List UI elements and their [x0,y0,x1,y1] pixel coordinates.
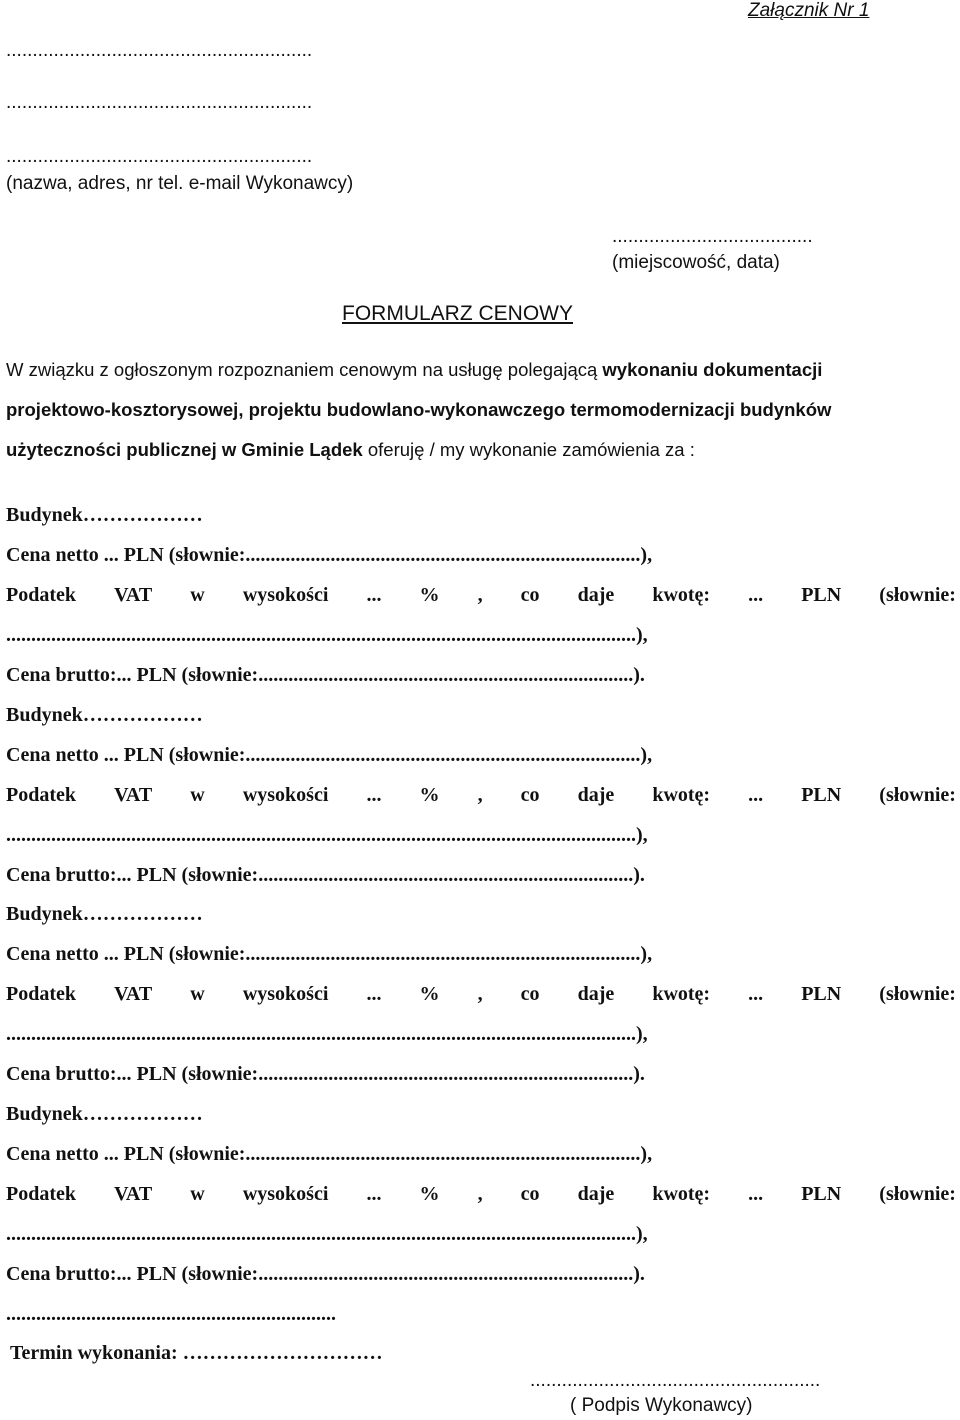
vat-line-word: w [190,783,205,806]
vat-line-word: , [477,584,483,606]
intro-line-1 [6,359,956,381]
vat-line-word: , [477,1182,483,1205]
vat-line-word: Podatek [6,783,76,806]
vat-line-word: ... [748,783,764,806]
vat-line-word: % [419,783,440,806]
vat-line-word: PLN [801,983,842,1005]
vat-line-word: Podatek [6,1182,76,1205]
vat-continuation-line: ..............................................................................................................................), [6,624,648,646]
contractor-caption: (nazwa, adres, nr tel. e-mail Wykonawcy) [6,173,354,194]
vat-line-word: PLN [801,584,842,606]
gross-price-line: Cena brutto:... PLN (słownie:...........................................................................). [6,1063,645,1085]
vat-line-word: Podatek [6,584,76,606]
vat-line-word: VAT [114,1182,153,1205]
vat-line-word: wysokości [242,1182,329,1205]
completion-term-label: Termin wykonania: [10,1342,178,1364]
vat-line-word: w [190,1182,205,1205]
vat-line [6,784,956,807]
vat-line-word: ... [366,584,382,606]
vat-line-word: , [477,983,483,1005]
gross-price-line: Cena brutto:... PLN (słownie:...........................................................................). [6,664,645,686]
vat-line-word: % [419,983,440,1005]
intro-line-3-text: oferuję / my wykonanie zamówienia za : [362,439,695,460]
vat-line-word: , [477,783,483,806]
building-label: Budynek……………… [6,703,203,726]
building-label: Budynek……………… [6,903,203,925]
contractor-dots-line-1: .......................................................... [6,40,313,61]
vat-line [6,983,956,1006]
vat-line-word: PLN [801,1182,842,1205]
vat-line-word: (słownie: [879,1182,956,1205]
contractor-dots-line-2: .......................................................... [6,92,313,113]
vat-line-word: kwotę: [652,1182,711,1205]
vat-line-word: kwotę: [652,584,711,606]
gross-price-line: Cena brutto:... PLN (słownie:...........................................................................). [6,863,645,886]
vat-line-word: co [520,1182,540,1205]
vat-line-word: daje [577,783,615,806]
net-price-line: Cena netto ... PLN (słownie:...............................................................................), [6,943,653,965]
vat-continuation-line: ..............................................................................................................................), [6,823,648,846]
vat-line-word: daje [577,584,615,606]
vat-line-word: wysokości [242,584,329,606]
completion-term [10,1342,383,1365]
intro-line-2-bold: projektowo-kosztorysowej, projektu budowlano-wykonawczego termomodernizacji budynków [6,399,832,420]
vat-line-word: Podatek [6,983,76,1005]
vat-line-word: ... [748,1182,764,1205]
building-label: Budynek……………… [6,504,203,526]
vat-line-word: ... [366,983,382,1005]
vat-line-word: co [520,783,540,806]
intro-line-3-bold: użyteczności publicznej w Gminie Lądek [6,439,363,460]
vat-line-word: (słownie: [879,783,956,806]
vat-line-word: PLN [801,783,842,806]
form-title: FORMULARZ CENOWY [342,302,573,325]
vat-line-word: (słownie: [879,584,956,606]
extra-dots-line: .................................................................. [6,1303,336,1325]
vat-line-word: (słownie: [879,983,956,1005]
signature-caption: ( Podpis Wykonawcy) [570,1395,753,1416]
intro-line-1-bold: wykonaniu dokumentacji [602,359,823,380]
vat-line-word: VAT [114,783,153,806]
vat-line-word: wysokości [242,983,329,1005]
vat-line [6,1183,956,1206]
vat-line-word: ... [366,1182,382,1205]
vat-line-word: wysokości [242,783,329,806]
net-price-line: Cena netto ... PLN (słownie:...............................................................................), [6,544,653,566]
vat-line-word: w [190,983,205,1005]
vat-line-word: ... [748,584,764,606]
contractor-dots-line-3: .......................................................... [6,146,313,167]
intro-line-1-text: W związku z ogłoszonym rozpoznaniem cenowym na usługę polegającą [6,359,603,380]
vat-line-word: kwotę: [652,783,711,806]
vat-line-word: daje [577,1182,615,1205]
vat-line-word: ... [366,783,382,806]
vat-line-word: ... [748,983,764,1005]
signature-dots: ....................................................... [530,1370,821,1391]
gross-price-line: Cena brutto:... PLN (słownie:...........................................................................). [6,1262,645,1285]
vat-line-word: kwotę: [652,983,711,1005]
vat-line-word: co [520,983,540,1005]
vat-continuation-line: ..............................................................................................................................), [6,1023,648,1045]
place-date-caption: (miejscowość, data) [612,252,780,273]
vat-line-word: daje [577,983,615,1005]
vat-line-word: % [419,584,440,606]
net-price-line: Cena netto ... PLN (słownie:...............................................................................), [6,743,653,766]
net-price-line: Cena netto ... PLN (słownie:...............................................................................), [6,1142,653,1165]
attachment-label: Załącznik Nr 1 [748,0,870,21]
vat-line-word: co [520,584,540,606]
intro-line-2 [6,399,956,421]
vat-line [6,584,956,607]
vat-continuation-line: ..............................................................................................................................), [6,1222,648,1245]
vat-line-word: w [190,584,205,606]
place-date-dots: ...................................... [612,226,813,247]
completion-term-dots: ………………………… [182,1342,383,1364]
vat-line-word: % [419,1182,440,1205]
vat-line-word: VAT [114,584,153,606]
intro-line-3 [6,439,956,461]
building-label: Budynek……………… [6,1102,203,1125]
vat-line-word: VAT [114,983,153,1005]
